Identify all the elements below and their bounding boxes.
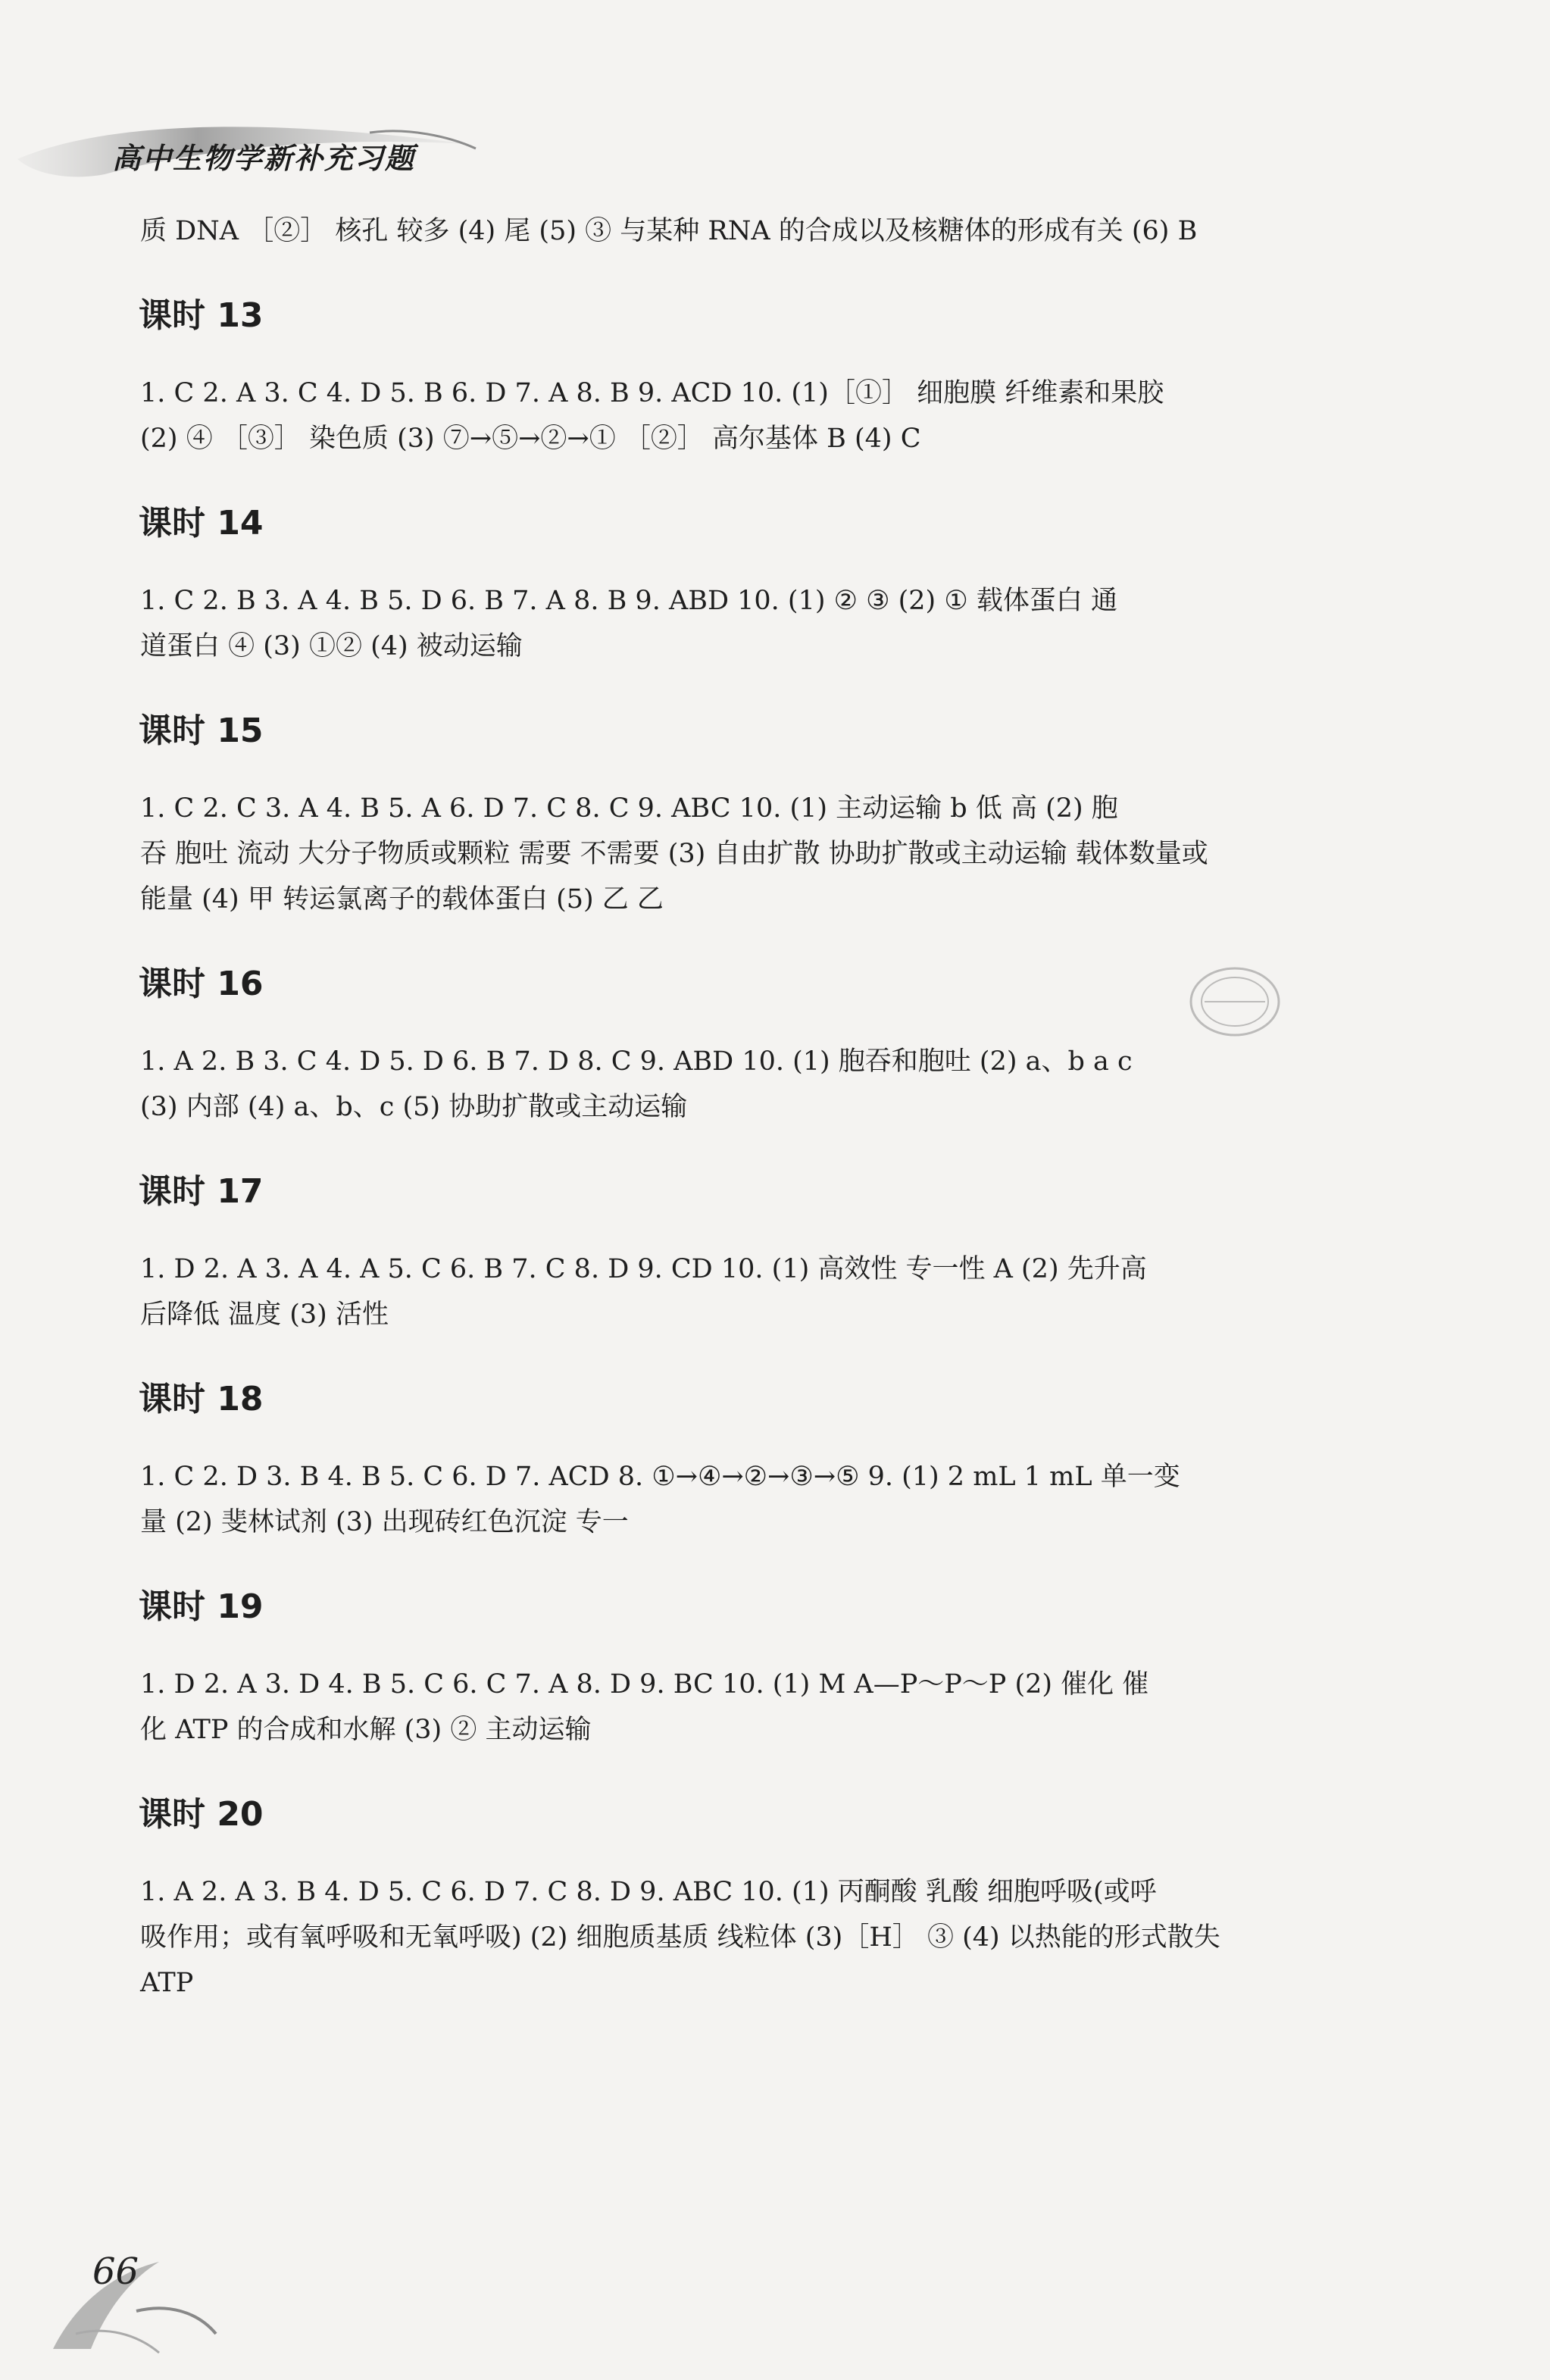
section-15 <box>140 708 1451 922</box>
stamp-icon <box>1186 962 1284 1042</box>
answer-line: 后降低 温度 (3) 活性 <box>140 1299 389 1330</box>
page-footer <box>45 2220 220 2357</box>
answer-line: 1. D 2. A 3. D 4. B 5. C 6. C 7. A 8. D 9. BC 10. (1) M A—P～P～P (2) 催化 催 <box>140 1669 1149 1700</box>
answer-line: 1. C 2. D 3. B 4. B 5. C 6. D 7. ACD 8. ①→④→②→③→⑤ 9. (1) 2 mL 1 mL 单一变 <box>140 1462 1180 1492</box>
section-18 <box>140 1377 1451 1545</box>
section-title: 课时 16 <box>139 965 264 1003</box>
section-title: 课时 20 <box>139 1795 264 1834</box>
answer-line: 1. A 2. A 3. B 4. D 5. C 6. D 7. C 8. D 9. ABC 10. (1) 丙酮酸 乳酸 细胞呼吸(或呼 <box>140 1877 1157 1907</box>
answer-line: 量 (2) 斐林试剂 (3) 出现砖红色沉淀 专一 <box>140 1507 629 1537</box>
section-title: 课时 13 <box>139 296 264 335</box>
section-19 <box>140 1584 1451 1753</box>
answer-line: 1. D 2. A 3. A 4. A 5. C 6. B 7. C 8. D 9. CD 10. (1) 高效性 专一性 A (2) 先升高 <box>140 1254 1147 1284</box>
section-title: 课时 19 <box>139 1587 264 1626</box>
header-title: 高中生物学新补充习题 <box>112 142 416 175</box>
section-20 <box>140 1792 1451 2006</box>
section-17 <box>140 1169 1451 1337</box>
answer-line: 1. C 2. B 3. A 4. B 5. D 6. B 7. A 8. B 9. ABD 10. (1) ② ③ (2) ① 载体蛋白 通 <box>140 586 1117 616</box>
answer-line: 道蛋白 ④ (3) ①② (4) 被动运输 <box>140 631 523 661</box>
answer-line: (3) 内部 (4) a、b、c (5) 协助扩散或主动运输 <box>140 1092 688 1122</box>
page-number: 66 <box>92 2250 139 2293</box>
answer-line: ATP <box>140 1968 194 1998</box>
section-13 <box>140 293 1451 461</box>
page-header <box>14 114 498 183</box>
answer-line: (2) ④ ［③］ 染色质 (3) ⑦→⑤→②→① ［②］ 高尔基体 B (4) C <box>140 424 921 454</box>
answer-line: 1. C 2. C 3. A 4. B 5. A 6. D 7. C 8. C 9. ABC 10. (1) 主动运输 b 低 高 (2) 胞 <box>140 793 1118 824</box>
answer-line: 1. C 2. A 3. C 4. D 5. B 6. D 7. A 8. B 9. ACD 10. (1)［①］ 细胞膜 纤维素和果胶 <box>140 378 1164 408</box>
section-title: 课时 14 <box>139 504 264 543</box>
answer-line: 吸作用；或有氧呼吸和无氧呼吸) (2) 细胞质基质 线粒体 (3)［H］ ③ (4) 以热能的形式散失 <box>140 1922 1220 1953</box>
answer-line: 化 ATP 的合成和水解 (3) ② 主动运输 <box>140 1715 592 1745</box>
section-title: 课时 18 <box>139 1380 264 1418</box>
answer-content <box>140 208 1451 2006</box>
intro-line: 质 DNA ［②］ 核孔 较多 (4) 尾 (5) ③ 与某种 RNA 的合成以及核糖体的形成有关 (6) B <box>140 216 1198 246</box>
answer-line: 1. A 2. B 3. C 4. D 5. D 6. B 7. D 8. C 9. ABD 10. (1) 胞吞和胞吐 (2) a、b a c <box>140 1046 1133 1077</box>
section-title: 课时 15 <box>139 711 264 750</box>
section-title: 课时 17 <box>139 1172 264 1211</box>
answer-line: 吞 胞吐 流动 大分子物质或颗粒 需要 不需要 (3) 自由扩散 协助扩散或主动运输 载体数量或 <box>140 839 1208 869</box>
answer-line: 能量 (4) 甲 转运氯离子的载体蛋白 (5) 乙 乙 <box>140 884 664 915</box>
section-14 <box>140 501 1451 669</box>
